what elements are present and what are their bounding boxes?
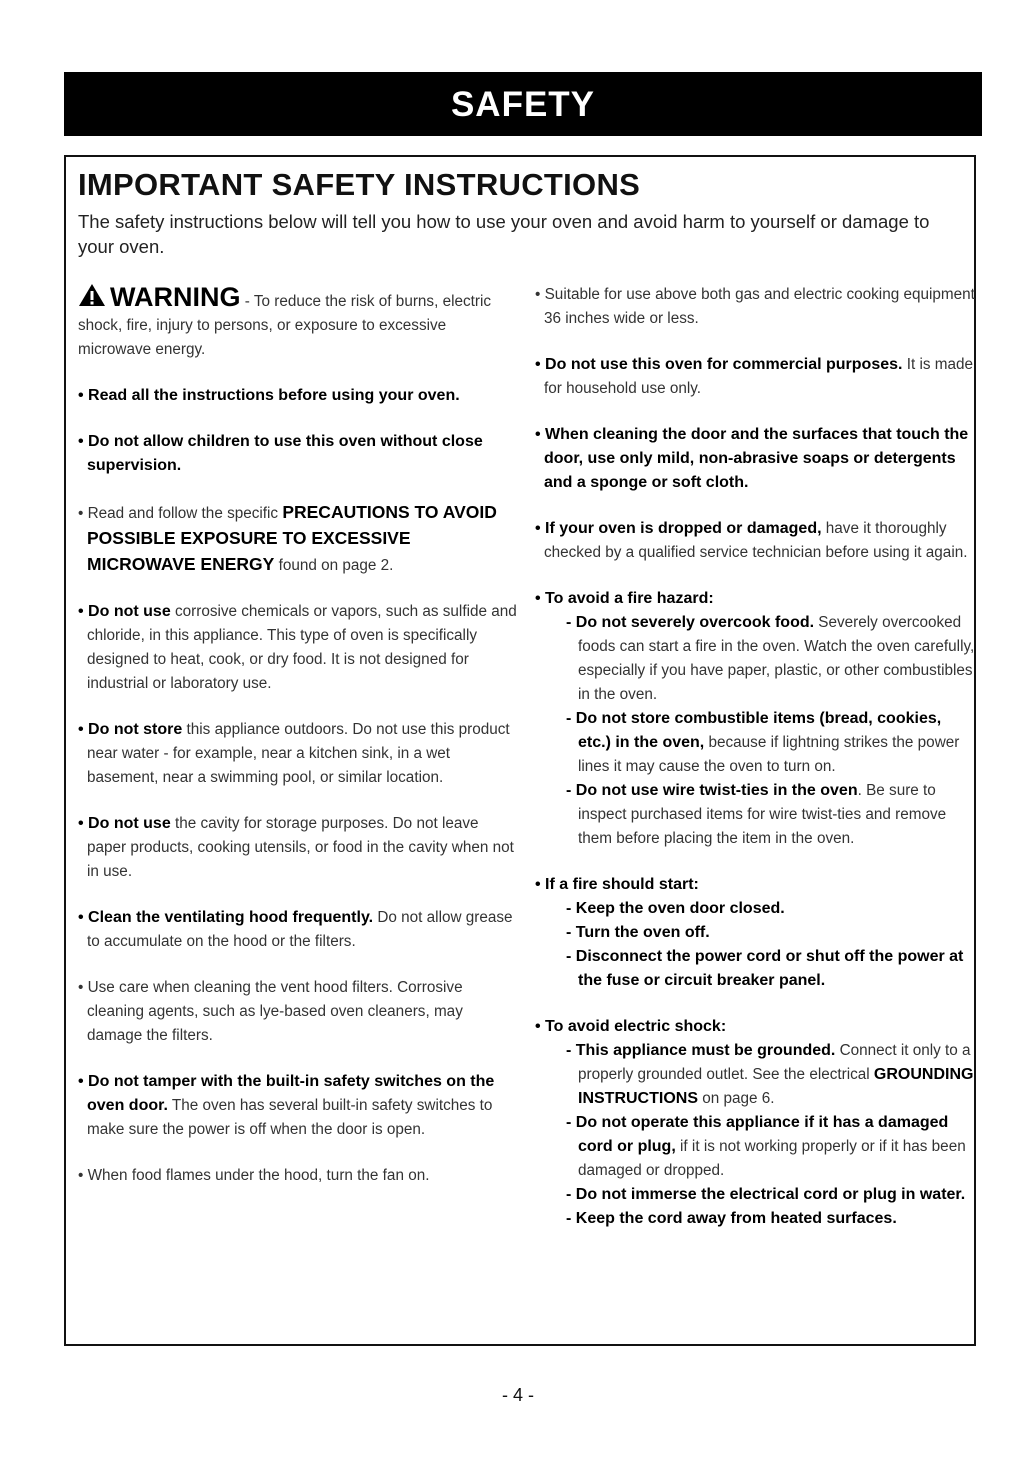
left-column — [78, 283, 518, 1210]
instruction-text — [78, 600, 518, 696]
warning-label: WARNING — [110, 282, 241, 312]
bold-text: • When cleaning the door and the surfaces that touch the door, use only mild, non-abrasive soaps or detergents and a sponge or soft cloth. — [535, 426, 969, 491]
body-text: on page 6. — [698, 1090, 775, 1107]
instruction-text — [78, 976, 518, 1048]
instruction-item — [78, 906, 518, 954]
body-text: this appliance outdoors. Do not use this product near water - for example, near a kitchen sink, in a wet basement, near a swimming pool, or similar location. — [87, 721, 510, 786]
instruction-text — [535, 353, 975, 401]
instruction-text — [535, 873, 975, 897]
body-text: • When food flames under the hood, turn the fan on. — [78, 1167, 430, 1184]
bold-text: - Keep the oven door closed. — [566, 900, 785, 917]
body-text: . Be sure to inspect purchased items for wire twist-ties and remove them before placing the item in the oven. — [578, 782, 947, 847]
instruction-text — [78, 384, 518, 408]
instruction-text — [78, 718, 518, 790]
body-text: • Suitable for use above both gas and electric cooking equipment 36 inches wide or less. — [535, 286, 975, 327]
instruction-item — [535, 517, 975, 565]
instruction-item — [535, 353, 975, 401]
instruction-item — [78, 976, 518, 1048]
body-text: Connect it only to a properly grounded outlet. See the electrical — [578, 1042, 971, 1083]
body-text: corrosive chemicals or vapors, such as sulfide and chloride, in this appliance. This type of oven is specifically designed to heat, cook, or dry food. It is not designed for industrial or laboratory use. — [87, 603, 517, 692]
right-column — [535, 283, 975, 1253]
bold-text: - Keep the cord away from heated surfaces. — [566, 1210, 897, 1227]
bold-text: • Do not store — [78, 721, 183, 738]
instruction-text — [535, 423, 975, 495]
bold-text: • If a fire should start: — [535, 876, 699, 893]
body-text: • Use care when cleaning the vent hood filters. Corrosive cleaning agents, such as lye-based oven cleaners, may damage the filters. — [78, 979, 463, 1044]
bold-text: • Do not tamper with the built-in safety switches on the oven door. — [78, 1073, 495, 1114]
body-text: It is made for household use only. — [544, 356, 974, 397]
instruction-text — [78, 812, 518, 884]
bold-text: • Do not use — [78, 603, 171, 620]
instruction-item — [78, 718, 518, 790]
instruction-item — [78, 430, 518, 478]
page-number: - 4 - — [501, 1385, 534, 1405]
body-text: if it is not working properly or if it has been damaged or dropped. — [578, 1138, 966, 1179]
bold-text: • If your oven is dropped or damaged, — [535, 520, 822, 537]
instruction-item — [535, 1015, 975, 1231]
instruction-text — [78, 430, 518, 478]
bold-text: • To avoid a fire hazard: — [535, 590, 714, 607]
instruction-item — [78, 1070, 518, 1142]
instruction-subitem — [552, 1039, 975, 1111]
instruction-item — [535, 873, 975, 993]
instruction-text — [78, 906, 518, 954]
body-text: have it thoroughly checked by a qualified service technician before using it again. — [544, 520, 968, 561]
bold-text: • Do not use — [78, 815, 171, 832]
instruction-item — [78, 384, 518, 408]
body-text: Do not allow grease to accumulate on the hood or the filters. — [87, 909, 513, 950]
bold-text: - Do not severely overcook food. — [566, 614, 815, 631]
bold-text: • To avoid electric shock: — [535, 1018, 727, 1035]
bold-text: - Disconnect the power cord or shut off the power at the fuse or circuit breaker panel. — [566, 948, 964, 989]
bold-text: • Read all the instructions before using your oven. — [78, 387, 460, 404]
instruction-item — [535, 423, 975, 495]
instruction-subitem — [552, 897, 975, 921]
body-text: found on page 2. — [274, 557, 394, 574]
section-header-bar — [64, 72, 982, 136]
instruction-text — [535, 517, 975, 565]
bold-text: • Clean the ventilating hood frequently. — [78, 909, 374, 926]
bold-text: • Do not allow children to use this oven without close supervision. — [78, 433, 483, 474]
instruction-item — [535, 587, 975, 851]
instruction-item — [78, 500, 518, 578]
instruction-subitem — [552, 1183, 975, 1207]
instruction-item — [78, 600, 518, 696]
safety-instructions-box — [64, 155, 976, 1346]
warning-text: - To reduce the risk of burns, electric shock, fire, injury to persons, or exposure to excessive microwave energy. — [78, 293, 492, 358]
bold-text: - Do not operate this appliance if it has a damaged cord or plug, — [566, 1114, 949, 1155]
instruction-text — [78, 1164, 518, 1188]
instruction-text — [78, 500, 518, 578]
instruction-subitem — [552, 611, 975, 707]
warning-triangle-icon — [78, 283, 106, 307]
bold-text: - Do not store combustible items (bread, cookies, etc.) in the oven, — [566, 710, 942, 751]
section-title: SAFETY — [450, 85, 596, 124]
bold-text: - This appliance must be grounded. — [566, 1042, 836, 1059]
bold-text: PRECAUTIONS TO AVOID POSSIBLE EXPOSURE TO EXCESSIVE MICROWAVE ENERGY — [87, 502, 497, 574]
instruction-text — [535, 283, 975, 331]
instruction-item — [78, 1164, 518, 1188]
instruction-item — [535, 283, 975, 331]
bold-text: - Do not use wire twist-ties in the oven — [566, 782, 858, 799]
bold-text: - Do not immerse the electrical cord or plug in water. — [566, 1186, 966, 1203]
body-text: because if lightning strikes the power lines it may cause the oven to turn on. — [578, 734, 960, 775]
instruction-subitem — [552, 1207, 975, 1231]
warning-block — [78, 283, 518, 362]
bold-text: - Turn the oven off. — [566, 924, 710, 941]
body-text: The oven has several built-in safety switches to make sure the power is off when the door is open. — [87, 1097, 493, 1138]
instruction-text — [535, 587, 975, 611]
instruction-subitem — [552, 945, 975, 993]
bold-text: GROUNDING INSTRUCTIONS — [578, 1066, 974, 1107]
bold-text: • Do not use this oven for commercial purposes. — [535, 356, 903, 373]
body-text: the cavity for storage purposes. Do not leave paper products, cooking utensils, or food in the cavity when not in use. — [87, 815, 514, 880]
instruction-item — [78, 812, 518, 884]
instruction-text — [535, 1015, 975, 1039]
body-text: • Read and follow the specific — [78, 505, 283, 522]
instruction-subitem — [552, 1111, 975, 1183]
body-text: Severely overcooked foods can start a fire in the oven. Watch the oven carefully, especially if you have paper, plastic, or other combustibles in the oven. — [578, 614, 975, 703]
instruction-text — [78, 1070, 518, 1142]
instruction-subitem — [552, 779, 975, 851]
intro-text: The safety instructions below will tell you how to use your oven and avoid harm to yourself or damage to your oven. — [78, 211, 930, 257]
instruction-subitem — [552, 707, 975, 779]
instruction-subitem — [552, 921, 975, 945]
page-title: IMPORTANT SAFETY INSTRUCTIONS — [78, 167, 641, 202]
